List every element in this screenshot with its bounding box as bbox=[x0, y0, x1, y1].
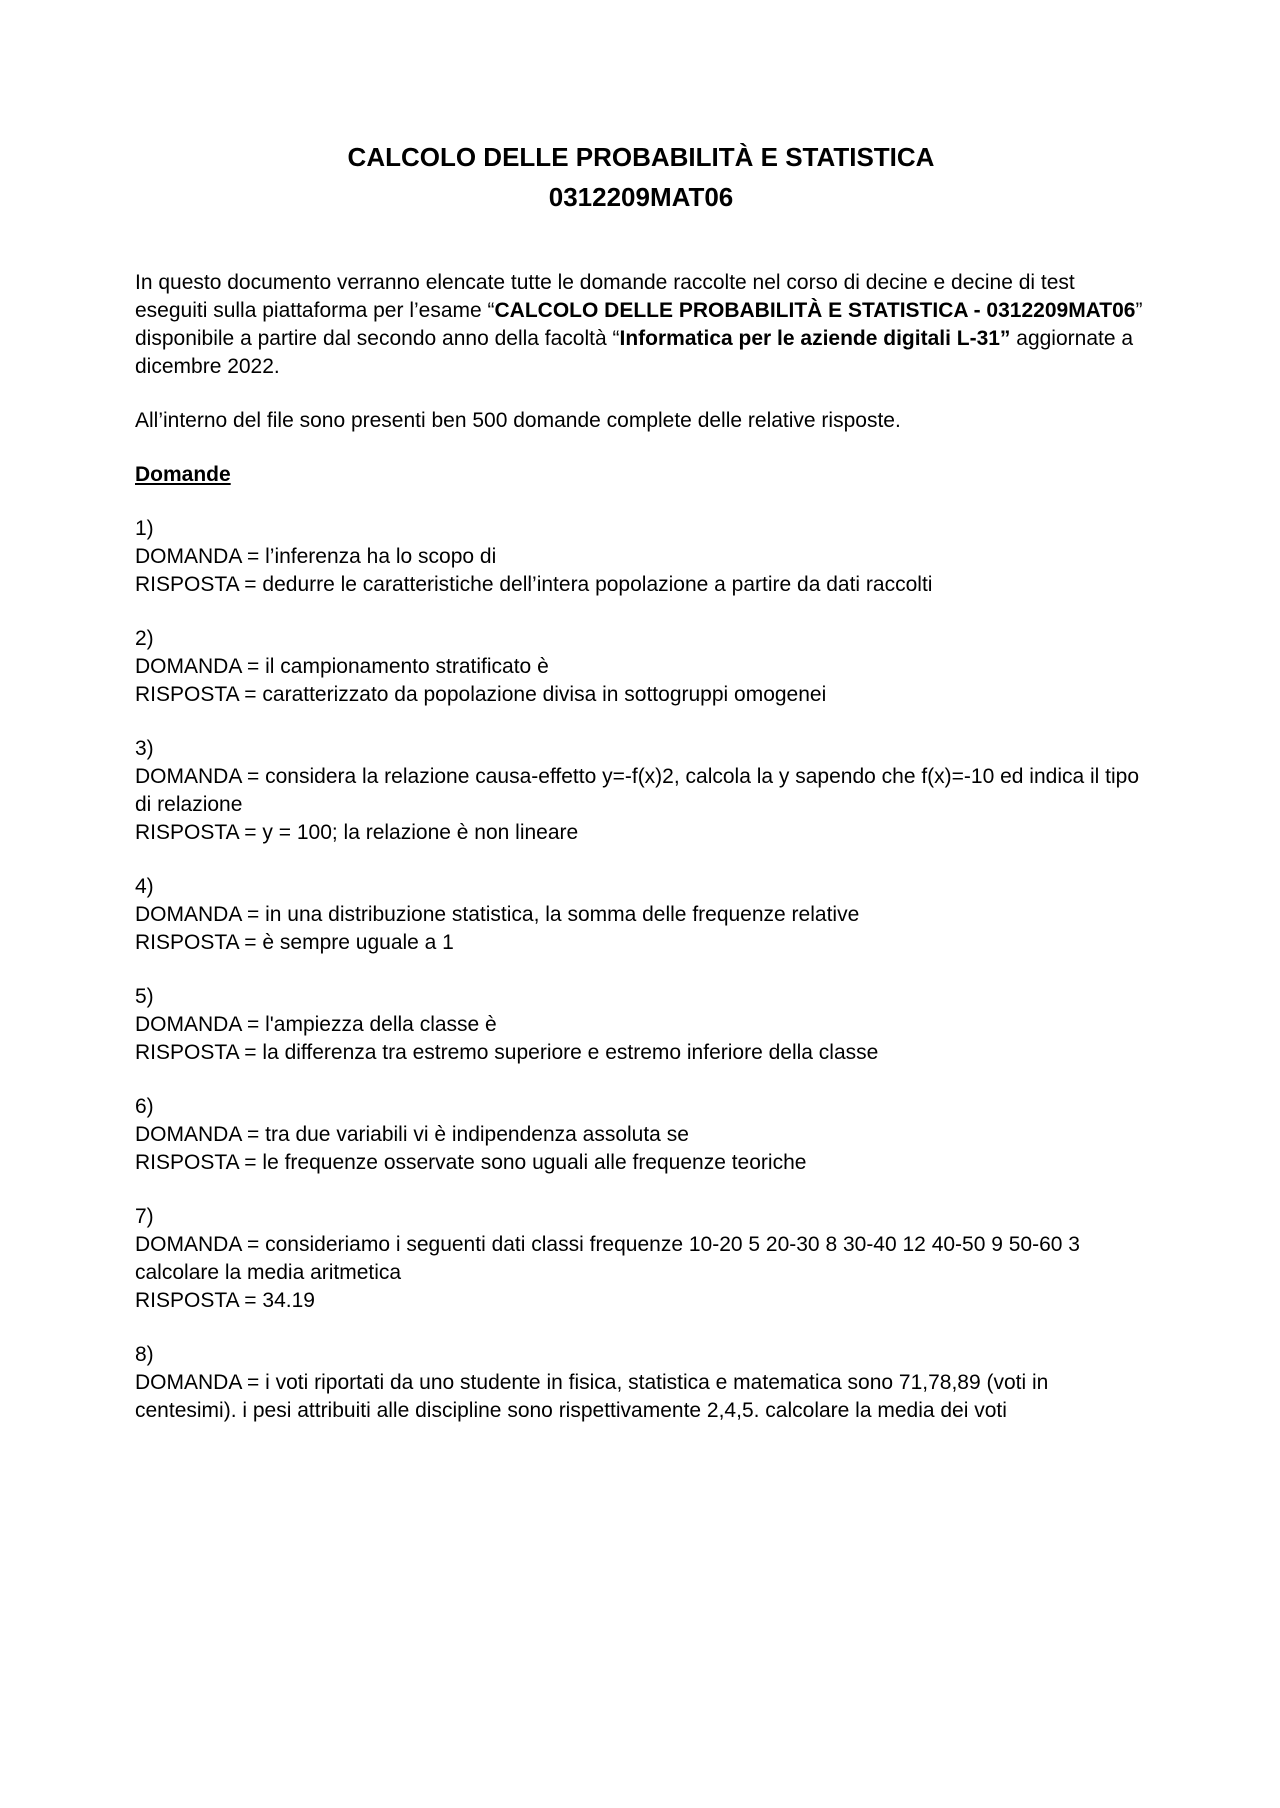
question-block-4 bbox=[135, 873, 1147, 957]
question-domanda: DOMANDA = i voti riportati da uno studente in fisica, statistica e matematica sono 71,78,89 (voti in centesimi). i pesi attribuiti alle discipline sono rispettivamente 2,4,5. calcolare la media dei voti bbox=[135, 1371, 1049, 1422]
intro-text-part-4-bold: Informatica per le aziende digitali L-31” bbox=[619, 327, 1011, 350]
question-number: 5) bbox=[135, 985, 154, 1008]
question-domanda: DOMANDA = considera la relazione causa-effetto y=-f(x)2, calcola la y sapendo che f(x)=-10 ed indica il tipo di relazione bbox=[135, 765, 1140, 816]
question-number: 2) bbox=[135, 627, 154, 650]
question-domanda: DOMANDA = il campionamento stratificato è bbox=[135, 655, 549, 678]
section-heading-domande: Domande bbox=[135, 463, 231, 486]
question-block-3 bbox=[135, 735, 1147, 847]
intro-text-part-2-bold: CALCOLO DELLE PROBABILITÀ E STATISTICA - 0312209MAT06 bbox=[494, 299, 1136, 322]
question-domanda: DOMANDA = l'ampiezza della classe è bbox=[135, 1013, 497, 1036]
question-risposta: RISPOSTA = la differenza tra estremo superiore e estremo inferiore della classe bbox=[135, 1041, 879, 1064]
intro-paragraph bbox=[135, 269, 1147, 381]
question-risposta: RISPOSTA = 34.19 bbox=[135, 1289, 315, 1312]
question-risposta: RISPOSTA = caratterizzato da popolazione divisa in sottogruppi omogenei bbox=[135, 683, 827, 706]
question-block-7 bbox=[135, 1203, 1147, 1315]
intro-text-part-5: aggiornate a dicembre 2022. bbox=[135, 327, 1134, 378]
intro-text-part-3: ” disponibile a partire dal secondo anno della facoltà “ bbox=[135, 299, 1143, 350]
page-subtitle: 0312209MAT06 bbox=[548, 182, 734, 212]
document-title-block bbox=[135, 137, 1147, 217]
question-domanda: DOMANDA = consideriamo i seguenti dati classi frequenze 10-20 5 20-30 8 30-40 12 40-50 9 50-60 3 calcolare la media aritmetica bbox=[135, 1233, 1080, 1284]
question-block-6 bbox=[135, 1093, 1147, 1177]
page-title: CALCOLO DELLE PROBABILITÀ E STATISTICA bbox=[347, 142, 935, 172]
question-domanda: DOMANDA = tra due variabili vi è indipendenza assoluta se bbox=[135, 1123, 689, 1146]
question-domanda: DOMANDA = l’inferenza ha lo scopo di bbox=[135, 545, 497, 568]
question-domanda: DOMANDA = in una distribuzione statistica, la somma delle frequenze relative bbox=[135, 903, 860, 926]
question-number: 3) bbox=[135, 737, 154, 760]
question-number: 4) bbox=[135, 875, 154, 898]
question-number: 8) bbox=[135, 1343, 154, 1366]
question-risposta: RISPOSTA = y = 100; la relazione è non lineare bbox=[135, 821, 579, 844]
intro-text-part-1: In questo documento verranno elencate tutte le domande raccolte nel corso di decine e decine di test eseguiti sulla piattaforma per l’esame “ bbox=[135, 271, 1075, 322]
question-risposta: RISPOSTA = dedurre le caratteristiche dell’intera popolazione a partire da dati raccolti bbox=[135, 573, 933, 596]
question-number: 7) bbox=[135, 1205, 154, 1228]
question-block-2 bbox=[135, 625, 1147, 709]
question-block-1 bbox=[135, 515, 1147, 599]
question-block-5 bbox=[135, 983, 1147, 1067]
question-block-8 bbox=[135, 1341, 1147, 1425]
intro-paragraph-2: All’interno del file sono presenti ben 500 domande complete delle relative risposte. bbox=[135, 409, 901, 432]
question-risposta: RISPOSTA = le frequenze osservate sono uguali alle frequenze teoriche bbox=[135, 1151, 807, 1174]
question-number: 1) bbox=[135, 517, 154, 540]
question-risposta: RISPOSTA = è sempre uguale a 1 bbox=[135, 931, 454, 954]
question-number: 6) bbox=[135, 1095, 154, 1118]
